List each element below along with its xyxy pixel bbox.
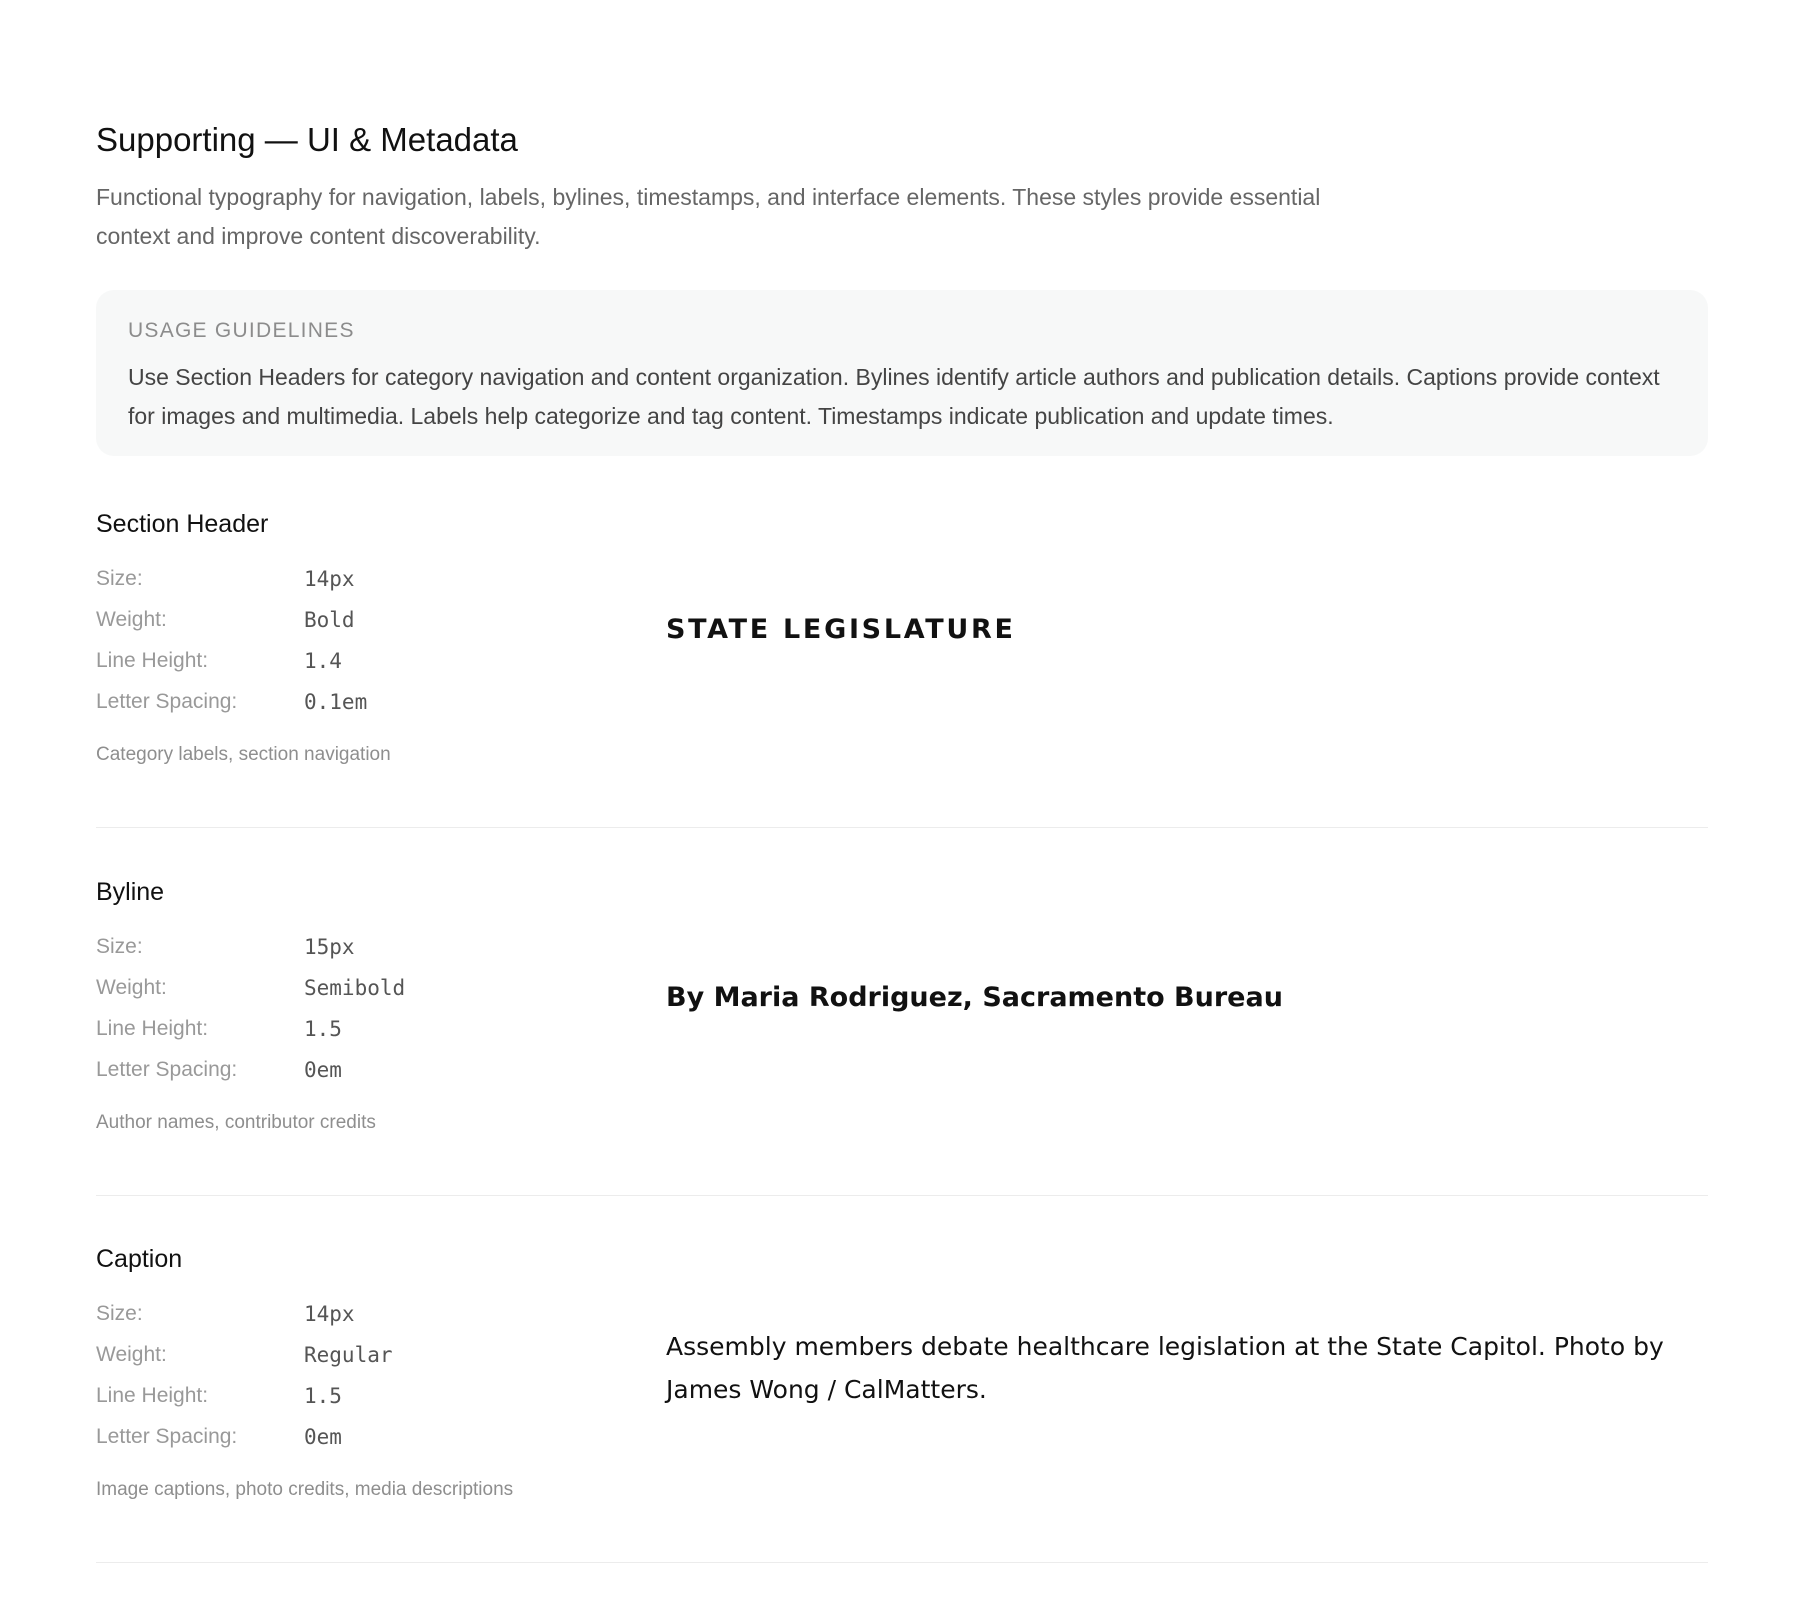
specimen-usage: Author names, contributor credits bbox=[96, 1112, 376, 1133]
spec-table bbox=[96, 558, 367, 722]
usage-guidelines-text: Use Section Headers for category navigation and content organization. Bylines identify article authors and publication details. Captions provide context for images and multimedia. Labels help categorize and tag content. Timestamps indicate publication and update times. bbox=[128, 364, 1660, 429]
spec-value-line-height: 1.5 bbox=[304, 1383, 342, 1408]
spec-row-letter-spacing bbox=[96, 681, 367, 722]
page-description: Functional typography for navigation, labels, bylines, timestamps, and interface elements. These styles provide essential context and improve content discoverability. bbox=[96, 184, 1321, 249]
spec-row-letter-spacing bbox=[96, 1416, 393, 1457]
spec-label: Size: bbox=[96, 934, 143, 958]
spec-label: Size: bbox=[96, 1301, 143, 1325]
spec-label: Size: bbox=[96, 566, 143, 590]
spec-value-size: 15px bbox=[304, 934, 355, 959]
specimen-byline bbox=[96, 876, 1708, 1196]
specimen-usage: Category labels, section navigation bbox=[96, 744, 391, 765]
spec-row-size bbox=[96, 1293, 393, 1334]
spec-label: Weight: bbox=[96, 975, 167, 999]
specimen-section-header bbox=[96, 508, 1708, 828]
spec-row-weight bbox=[96, 967, 405, 1008]
specimen-name: Caption bbox=[96, 1245, 183, 1273]
spec-row-line-height bbox=[96, 1008, 405, 1049]
spec-label: Letter Spacing: bbox=[96, 1424, 238, 1448]
spec-row-weight bbox=[96, 1334, 393, 1375]
spec-row-line-height bbox=[96, 1375, 393, 1416]
spec-row-line-height bbox=[96, 640, 367, 681]
spec-value-line-height: 1.4 bbox=[304, 648, 342, 673]
spec-row-weight bbox=[96, 599, 367, 640]
spec-value-letter-spacing: 0em bbox=[304, 1057, 342, 1082]
spec-label: Letter Spacing: bbox=[96, 1057, 238, 1081]
spec-value-size: 14px bbox=[304, 1301, 355, 1326]
spec-value-line-height: 1.5 bbox=[304, 1016, 342, 1041]
specimen-sample: By Maria Rodriguez, Sacramento Bureau bbox=[666, 982, 1283, 1013]
spec-value-weight: Semibold bbox=[304, 975, 406, 1000]
spec-value-letter-spacing: 0em bbox=[304, 1424, 342, 1449]
specimen-sample: STATE LEGISLATURE bbox=[666, 614, 1016, 645]
spec-table bbox=[96, 1293, 393, 1457]
spec-label: Line Height: bbox=[96, 1016, 209, 1040]
spec-label: Line Height: bbox=[96, 1383, 209, 1407]
page-title: Supporting — UI & Metadata bbox=[96, 121, 518, 158]
specimen-name: Section Header bbox=[96, 510, 269, 538]
specimen-sample: Assembly members debate healthcare legislation at the State Capitol. Photo by James Wong / CalMatters. bbox=[666, 1332, 1664, 1404]
spec-row-letter-spacing bbox=[96, 1049, 405, 1090]
spec-value-weight: Regular bbox=[304, 1342, 393, 1367]
spec-value-letter-spacing: 0.1em bbox=[304, 689, 368, 714]
spec-label: Letter Spacing: bbox=[96, 689, 238, 713]
specimen-usage: Image captions, photo credits, media descriptions bbox=[96, 1479, 514, 1500]
usage-guidelines-title: USAGE GUIDELINES bbox=[128, 319, 355, 342]
specimen-name: Byline bbox=[96, 878, 165, 906]
spec-table bbox=[96, 926, 405, 1090]
spec-label: Weight: bbox=[96, 1342, 167, 1366]
spec-value-size: 14px bbox=[304, 566, 355, 591]
spec-row-size bbox=[96, 926, 405, 967]
specimen-caption bbox=[96, 1243, 1708, 1563]
spec-label: Line Height: bbox=[96, 648, 209, 672]
spec-value-weight: Bold bbox=[304, 607, 355, 632]
spec-row-size bbox=[96, 558, 367, 599]
spec-label: Weight: bbox=[96, 607, 167, 631]
usage-guidelines-box bbox=[96, 290, 1708, 456]
